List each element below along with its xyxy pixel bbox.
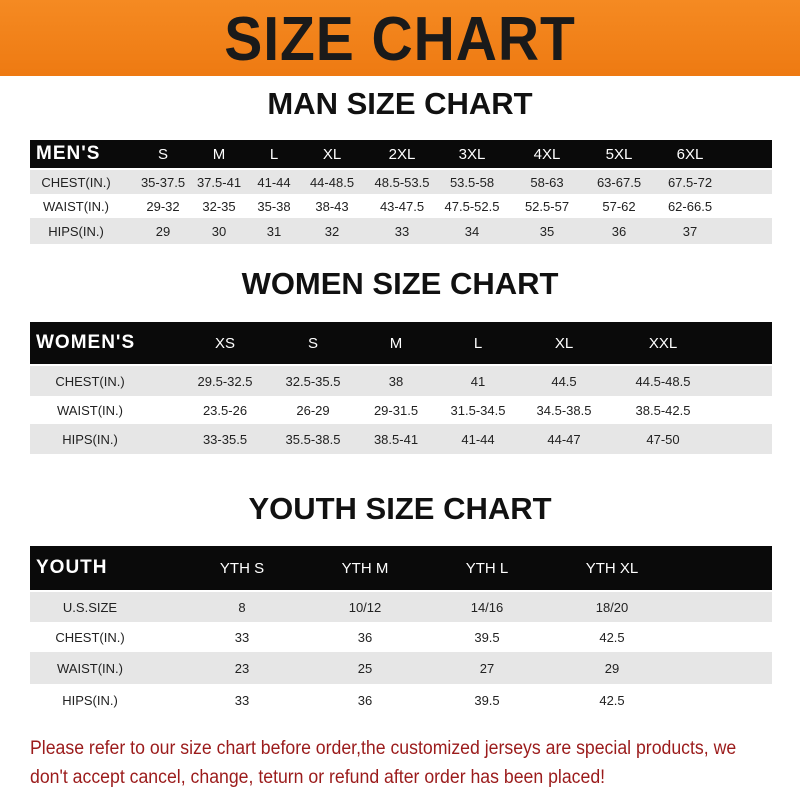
size-header: YTH L [465,559,509,577]
row-label: U.S.SIZE [62,599,118,615]
men-heading: MAN SIZE CHART [267,86,533,121]
table-cell: 57-62 [602,198,636,214]
table-cell: 41-44 [257,174,291,190]
table-cell: 36 [611,223,627,239]
table-cell: 18/20 [595,599,629,615]
table-cell: 62-66.5 [667,198,713,214]
table-cell: 44-48.5 [309,174,355,190]
table-cell: 26-29 [296,402,330,418]
row-label: HIPS(IN.) [48,223,104,239]
table-row [30,218,772,244]
table-cell: 44.5-48.5 [635,373,691,389]
size-header: YTH M [341,559,389,577]
table-cell: 38.5-41 [373,431,419,447]
table-cell: 38.5-42.5 [635,402,691,418]
table-cell: 29-32 [146,198,180,214]
size-header: L [269,145,279,163]
size-header: XS [214,334,236,352]
table-cell: 39.5 [474,629,500,645]
size-header: XXL [648,334,678,352]
table-row [30,194,772,218]
size-header: M [389,334,403,352]
table-cell: 33 [394,223,410,239]
table-cell: 29 [604,660,620,676]
table-title-cell: MEN'S [36,143,101,164]
table-row [30,170,772,194]
row-label: HIPS(IN.) [62,692,118,708]
table-cell: 33-35.5 [202,431,248,447]
table-cell: 67.5-72 [667,174,713,190]
table-cell: 14/16 [470,599,504,615]
size-header: M [212,145,226,163]
table-cell: 35-37.5 [140,174,186,190]
size-header: S [307,334,319,352]
table-cell: 31 [266,223,282,239]
table-cell: 29-31.5 [373,402,419,418]
table-cell: 27 [479,660,495,676]
table-cell: 10/12 [348,599,382,615]
table-row [30,424,772,454]
table-cell: 42.5 [599,692,625,708]
row-label: WAIST(IN.) [57,660,123,676]
table-cell: 39.5 [474,692,500,708]
table-cell: 53.5-58 [449,174,495,190]
table-cell: 44.5 [551,373,577,389]
table-cell: 38-43 [315,198,349,214]
table-cell: 38 [388,373,404,389]
table-row [30,592,772,622]
table-cell: 29 [155,223,171,239]
table-cell: 44-47 [547,431,581,447]
table-cell: 35 [539,223,555,239]
table-cell: 30 [211,223,227,239]
table-cell: 47.5-52.5 [444,198,500,214]
table-row [30,366,772,396]
table-title-cell: YOUTH [36,557,108,578]
row-label: CHEST(IN.) [55,629,125,645]
size-header: 4XL [533,145,561,163]
table-row [30,684,772,716]
table-cell: 33 [234,629,250,645]
table-cell: 23.5-26 [202,402,248,418]
size-header: 6XL [676,145,704,163]
page-title: SIZE CHART [224,5,576,74]
table-cell: 34 [464,223,480,239]
size-header: YTH S [219,559,265,577]
size-header: 2XL [388,145,416,163]
table-cell: 32.5-35.5 [285,373,341,389]
table-cell: 32 [324,223,340,239]
table-cell: 8 [238,599,246,615]
table-cell: 63-67.5 [596,174,642,190]
table-cell: 36 [357,629,373,645]
table-cell: 41 [470,373,486,389]
order-notice: Please refer to our size chart before order,the customized jerseys are special products, we don't accept cancel, change, teturn or refund after order has been placed! [30,738,737,788]
size-header: 5XL [605,145,633,163]
table-cell: 35-38 [257,198,291,214]
size-header: XL [322,145,342,163]
table-cell: 25 [357,660,373,676]
table-cell: 43-47.5 [379,198,425,214]
row-label: WAIST(IN.) [57,402,123,418]
title-banner [0,0,800,76]
youth-header-row [30,546,772,590]
table-row [30,396,772,424]
size-header: L [473,334,483,352]
women-header-row [30,322,772,364]
table-cell: 36 [357,692,373,708]
table-cell: 23 [234,660,250,676]
table-cell: 41-44 [461,431,495,447]
size-header: XL [554,334,574,352]
row-label: CHEST(IN.) [55,373,125,389]
size-header: 3XL [458,145,486,163]
youth-heading: YOUTH SIZE CHART [248,491,552,526]
table-cell: 33 [234,692,250,708]
table-cell: 37.5-41 [196,174,242,190]
men-header-row [30,140,772,168]
table-cell: 37 [682,223,698,239]
table-cell: 48.5-53.5 [374,174,430,190]
table-cell: 35.5-38.5 [285,431,341,447]
table-cell: 31.5-34.5 [450,402,506,418]
table-row [30,652,772,684]
table-cell: 34.5-38.5 [536,402,592,418]
table-cell: 29.5-32.5 [197,373,253,389]
table-cell: 58-63 [530,174,564,190]
row-label: CHEST(IN.) [41,174,111,190]
table-cell: 42.5 [599,629,625,645]
table-cell: 32-35 [202,198,236,214]
size-header: YTH XL [585,559,639,577]
row-label: HIPS(IN.) [62,431,118,447]
row-label: WAIST(IN.) [43,198,109,214]
table-cell: 47-50 [646,431,680,447]
size-header: S [157,145,169,163]
women-heading: WOMEN SIZE CHART [241,266,559,301]
table-title-cell: WOMEN'S [36,332,136,353]
table-cell: 52.5-57 [524,198,570,214]
table-row [30,622,772,652]
